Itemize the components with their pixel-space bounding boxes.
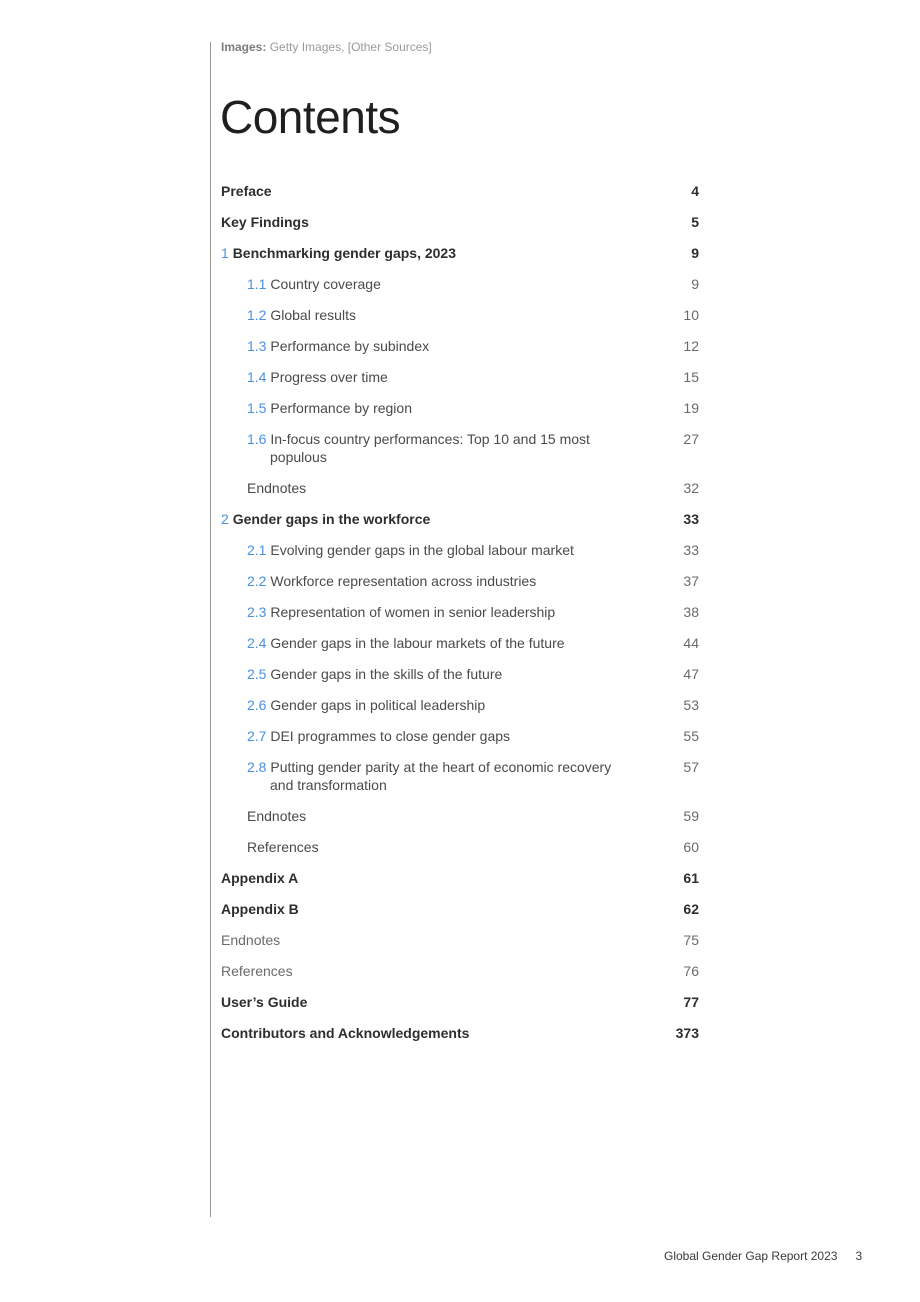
toc-entry-text [221,869,699,887]
toc-entry-text [221,510,699,528]
toc-section-number: 1.4 [247,369,267,385]
toc-page-number: 9 [691,276,699,292]
toc-section-number: 2.2 [247,573,267,589]
toc-entry[interactable] [221,962,699,980]
toc-entry[interactable] [221,368,699,386]
toc-entry-label: Putting gender parity at the heart of economic recovery and transformation [270,759,612,793]
toc-page-number: 55 [683,728,699,744]
toc-entry[interactable] [221,337,699,355]
toc-entry-text [247,572,699,590]
toc-page-number: 38 [683,604,699,620]
toc-entry-label: Endnotes [247,480,307,496]
toc-entry[interactable] [221,572,699,590]
toc-page-number: 61 [683,870,699,886]
toc-entry-label: Performance by region [270,400,412,416]
toc-page-number: 57 [683,759,699,775]
toc-entry-label: Performance by subindex [270,338,430,354]
toc-entry-text [247,337,699,355]
toc-entry-text [247,634,699,652]
toc-page-number: 44 [683,635,699,651]
toc-entry[interactable] [221,399,699,417]
toc-entry[interactable] [221,727,699,745]
toc-entry[interactable] [221,634,699,652]
toc-entry-text [221,993,699,1011]
toc-entry[interactable] [221,430,699,466]
toc-section-number: 1.2 [247,307,267,323]
toc-entry-text [221,900,699,918]
toc-entry-label: DEI programmes to close gender gaps [270,728,511,744]
toc-entry-text [247,758,699,794]
toc-entry[interactable] [221,696,699,714]
toc-entry-text [247,665,699,683]
toc-page-number: 373 [675,1025,699,1041]
toc-entry-text [221,244,699,262]
toc-entry-label: Appendix B [221,901,299,917]
margin-rule [210,42,211,1217]
toc-entry[interactable] [221,510,699,528]
toc-section-number: 2.3 [247,604,267,620]
toc-entry[interactable] [221,931,699,949]
footer-report-title: Global Gender Gap Report 2023 [664,1249,838,1263]
toc-entry-label: User’s Guide [221,994,308,1010]
toc-entry-label: Gender gaps in the workforce [232,511,431,527]
toc-page-number: 4 [691,183,699,199]
toc-entry[interactable] [221,213,699,231]
toc-entry-text [221,931,699,949]
toc-section-number: 2.5 [247,666,267,682]
toc-page-number: 59 [683,808,699,824]
toc-entry-text [247,306,699,324]
toc-entry[interactable] [221,869,699,887]
toc-page-number: 15 [683,369,699,385]
toc-section-number: 2.8 [247,759,267,775]
toc-entry-text [221,213,699,231]
toc-page-number: 33 [683,511,699,527]
toc-page-number: 62 [683,901,699,917]
toc-page-number: 10 [683,307,699,323]
toc-entry-text [247,275,699,293]
toc-section-number: 2.1 [247,542,267,558]
toc-entry-text [221,1024,699,1042]
toc-page-number: 37 [683,573,699,589]
toc-entry[interactable] [221,993,699,1011]
toc-entry-text [221,962,699,980]
toc-entry-label: Preface [221,183,272,199]
toc-entry[interactable] [221,900,699,918]
toc-entry-label: Evolving gender gaps in the global labour market [270,542,574,558]
toc-entry[interactable] [221,244,699,262]
toc-entry-label: In-focus country performances: Top 10 and 15 most populous [270,431,590,465]
toc-entry[interactable] [221,838,699,856]
toc-entry-label: Representation of women in senior leadership [270,604,556,620]
toc-entry-text [247,603,699,621]
table-of-contents [221,182,699,1055]
toc-entry-label: References [247,839,319,855]
toc-entry-label: Endnotes [247,808,307,824]
toc-page-number: 47 [683,666,699,682]
toc-page-number: 19 [683,400,699,416]
toc-section-number: 1.5 [247,400,267,416]
toc-section-number: 2.7 [247,728,267,744]
toc-section-number: 1.3 [247,338,267,354]
image-credit-label: Images: [221,40,267,54]
toc-page-number: 60 [683,839,699,855]
toc-entry[interactable] [221,665,699,683]
toc-entry-label: Workforce representation across industries [270,573,537,589]
toc-entry[interactable] [221,1024,699,1042]
toc-entry[interactable] [221,541,699,559]
toc-page-number: 77 [683,994,699,1010]
toc-entry[interactable] [221,603,699,621]
image-credit-text: Getty Images, [Other Sources] [269,40,432,54]
toc-entry-label: Key Findings [221,214,309,230]
page-title: Contents [220,91,401,143]
toc-entry-label: Gender gaps in the labour markets of the future [270,635,565,651]
toc-entry-label: Gender gaps in political leadership [270,697,486,713]
toc-entry-label: Progress over time [270,369,388,385]
toc-entry-label: References [221,963,293,979]
toc-section-number: 2 [221,511,229,527]
toc-page-number: 75 [683,932,699,948]
toc-section-number: 1.1 [247,276,267,292]
toc-entry-text [247,727,699,745]
footer-page-number: 3 [855,1249,863,1263]
toc-entry-text [247,696,699,714]
toc-entry-text [247,807,699,825]
toc-entry-label: Appendix A [221,870,299,886]
toc-entry-text [221,182,699,200]
toc-entry-text [247,541,699,559]
toc-entry-label: Benchmarking gender gaps, 2023 [232,245,456,261]
toc-entry-text [247,368,699,386]
page-footer [664,1249,862,1263]
toc-page-number: 33 [683,542,699,558]
toc-page-number: 5 [691,214,699,230]
toc-entry-label: Country coverage [270,276,381,292]
toc-entry[interactable] [221,479,699,497]
toc-section-number: 1 [221,245,229,261]
toc-entry[interactable] [221,758,699,794]
toc-entry[interactable] [221,306,699,324]
toc-entry[interactable] [221,275,699,293]
toc-entry-label: Gender gaps in the skills of the future [270,666,503,682]
toc-section-number: 2.4 [247,635,267,651]
toc-entry[interactable] [221,182,699,200]
toc-entry-label: Contributors and Acknowledgements [221,1025,470,1041]
toc-entry-text [247,430,699,466]
toc-page-number: 9 [691,245,699,261]
toc-entry-text [247,479,699,497]
toc-section-number: 1.6 [247,431,267,447]
toc-entry-label: Endnotes [221,932,281,948]
toc-section-number: 2.6 [247,697,267,713]
toc-page-number: 53 [683,697,699,713]
toc-entry-text [247,399,699,417]
toc-entry[interactable] [221,807,699,825]
toc-entry-label: Global results [270,307,356,323]
toc-page-number: 12 [683,338,699,354]
toc-page-number: 27 [683,431,699,447]
toc-page-number: 32 [683,480,699,496]
image-credit [221,40,432,54]
toc-entry-text [247,838,699,856]
toc-page-number: 76 [683,963,699,979]
